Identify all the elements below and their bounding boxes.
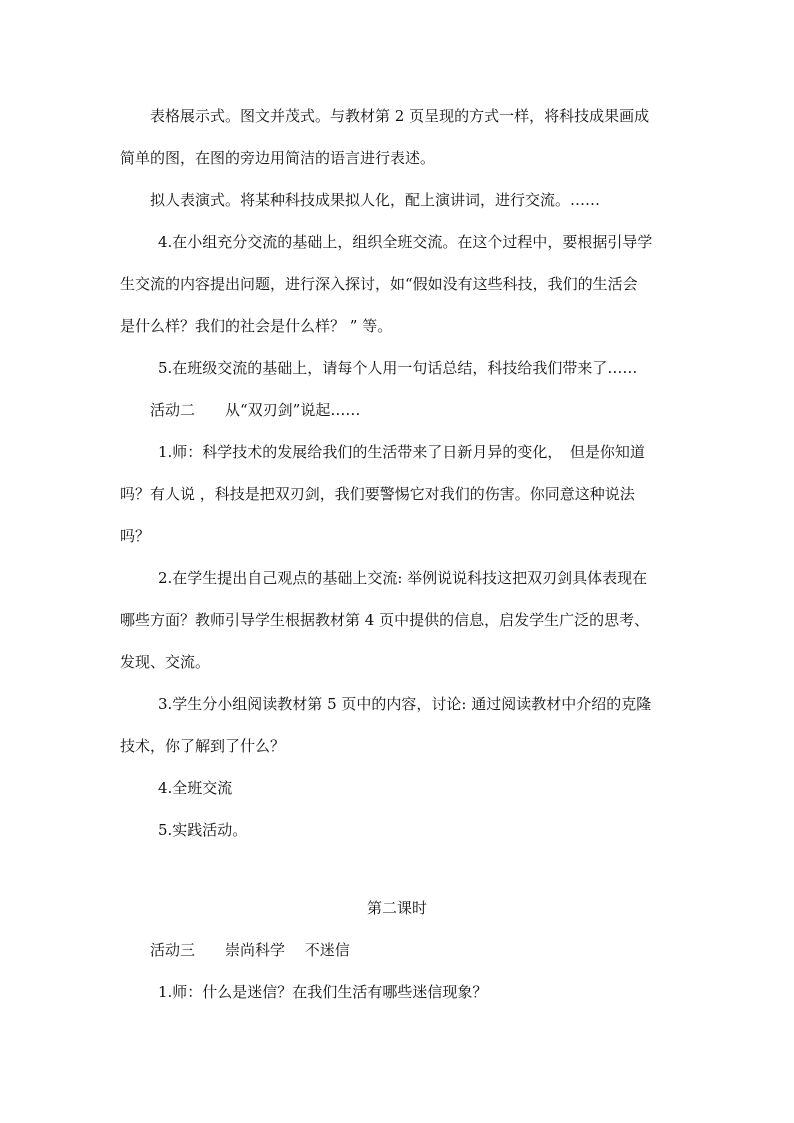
paragraph-line: 4.在小组充分交流的基础上，组织全班交流。在这个过程中，要根据引导学 <box>158 233 653 251</box>
paragraph-line: 技术，你了解到了什么？ <box>120 737 286 755</box>
paragraph-line: 表格展示式。图文并茂式。与教材第 2 页呈现的方式一样，将科技成果画成 <box>150 107 650 125</box>
paragraph-line: 3.学生分小组阅读教材第 5 页中的内容，讨论: 通过阅读教材中介绍的克隆 <box>158 695 652 713</box>
activity-heading: 活动二 从“双刃剑”说起…… <box>150 401 361 419</box>
paragraph-line: 吗？ <box>120 527 151 545</box>
paragraph-line: 2.在学生提出自己观点的基础上交流: 举例说说科技这把双刃剑具体表现在 <box>158 569 648 587</box>
paragraph-line: 5.实践活动。 <box>158 821 248 839</box>
paragraph-line: 发现、交流。 <box>120 653 211 671</box>
paragraph-line: 1.师：什么是迷信？在我们生活有哪些迷信现象？ <box>158 983 488 1001</box>
paragraph-line: 哪些方面？教师引导学生根据教材第 4 页中提供的信息，启发学生广泛的思考、 <box>120 611 650 629</box>
paragraph-line: 4.全班交流 <box>158 779 233 797</box>
paragraph-line: 5.在班级交流的基础上，请每个人用一句话总结，科技给我们带来了…… <box>158 359 638 377</box>
section-title: 第二课时 <box>366 899 427 917</box>
paragraph-line: 简单的图，在图的旁边用简洁的语言进行表述。 <box>120 149 436 167</box>
activity-heading: 活动三 崇尚科学 不迷信 <box>150 941 350 959</box>
paragraph-line: 是什么样？我们的社会是什么样？ ” 等。 <box>120 317 393 335</box>
paragraph-line: 吗？有人说 ，科技是把双刃剑，我们要警惕它对我们的伤害。你同意这种说法 <box>120 485 635 503</box>
paragraph-line: 生交流的内容提出问题，进行深入探讨，如“假如没有这些科技，我们的生活会 <box>120 275 638 293</box>
paragraph-line: 拟人表演式。将某种科技成果拟人化，配上演讲词，进行交流。…… <box>150 191 601 209</box>
paragraph-line: 1.师：科学技术的发展给我们的生活带来了日新月异的变化， 但是你知道 <box>158 443 645 461</box>
